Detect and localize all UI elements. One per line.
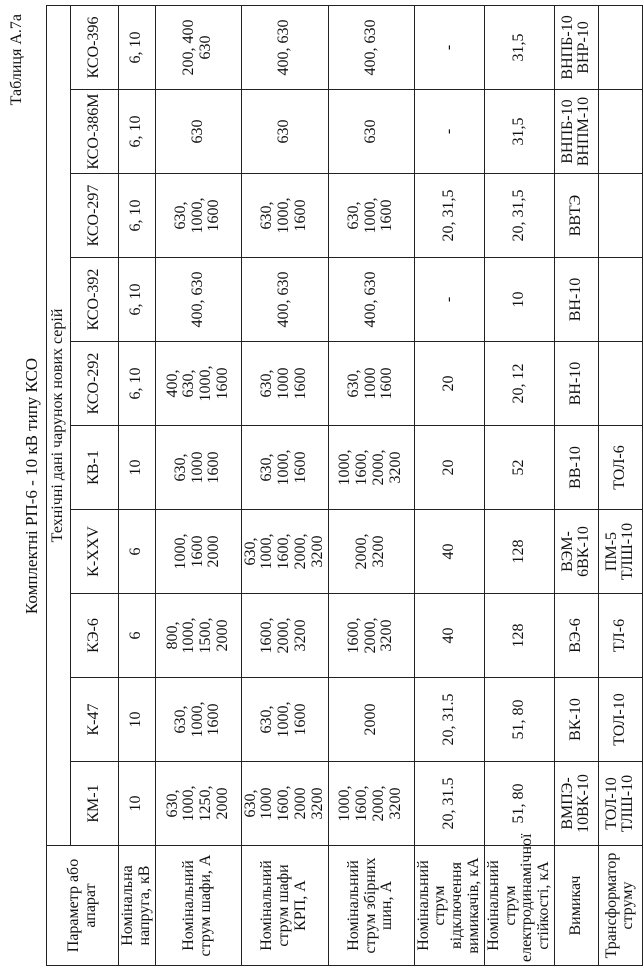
table-row xyxy=(241,5,328,965)
table-cell: 630, 1000 1600 xyxy=(241,342,328,426)
table-cell: 200, 400 630 xyxy=(155,5,241,89)
table-cell: 20 xyxy=(414,426,484,510)
table-cell: 630 xyxy=(155,90,241,174)
header-param: Параметр або апарат xyxy=(47,846,119,966)
table-cell: 51, 80 xyxy=(484,762,554,846)
row-param: Номінальний струм шафи, А xyxy=(155,846,241,966)
table-cell: 51, 80 xyxy=(484,678,554,762)
table-cell: 1000, 1600, 2000, 3200 xyxy=(328,762,414,846)
header-series: КВ-1 xyxy=(71,426,119,510)
table-cell: 400, 630, 1000, 1600 xyxy=(155,342,241,426)
table-cell: 630, 1000, 1600 xyxy=(155,174,241,258)
table-cell xyxy=(598,5,642,89)
table-cell: ПМ-5 ТЛШ-10 xyxy=(598,510,642,594)
table-cell: 40 xyxy=(414,594,484,678)
table-cell: 2000, 3200 xyxy=(328,510,414,594)
table-cell: 6, 10 xyxy=(119,5,156,89)
table-cell: 400, 630 xyxy=(241,258,328,342)
table-cell: 630, 1000, 1600 xyxy=(241,174,328,258)
table-cell: 400, 630 xyxy=(155,258,241,342)
table-cell: ВН-10 xyxy=(554,258,598,342)
header-series: КСО-297 xyxy=(71,174,119,258)
table-cell: 20, 31,5 xyxy=(414,174,484,258)
table-cell: 630, 1000, 1250, 2000 xyxy=(155,762,241,846)
table-cell: ВМПЭ- 10ВК-10 xyxy=(554,762,598,846)
table-cell: 10 xyxy=(484,258,554,342)
table-cell: 630, 1000, 1600, 2000, 3200 xyxy=(241,510,328,594)
table-cell: ТОЛ-10 xyxy=(598,678,642,762)
row-param: Номінальна напруга, кВ xyxy=(119,846,156,966)
table-cell: 400, 630 xyxy=(328,5,414,89)
table-cell: 630, 1000, 1600 xyxy=(155,678,241,762)
header-series: КСО-396 xyxy=(71,5,119,89)
table-cell: 20 xyxy=(414,342,484,426)
table-cell: 1000, 1600, 2000, 3200 xyxy=(328,426,414,510)
header-series: К-XXV xyxy=(71,510,119,594)
row-param: Вимикач xyxy=(554,846,598,966)
table-cell: 630, 1000 1600 xyxy=(155,426,241,510)
table-cell: ВК-10 xyxy=(554,678,598,762)
specs-table xyxy=(46,5,643,966)
table-cell: ВВ-10 xyxy=(554,426,598,510)
header-group: Технічні дані чарунок нових серій xyxy=(47,5,71,845)
table-cell: ВЭ-6 xyxy=(554,594,598,678)
table-row xyxy=(414,5,484,965)
table-cell: 52 xyxy=(484,426,554,510)
table-cell: 20, 31.5 xyxy=(414,762,484,846)
table-cell xyxy=(598,258,642,342)
table-title: Комплектні РП-6 - 10 кВ типу КСО xyxy=(22,357,41,615)
header-series: КМ-1 xyxy=(71,762,119,846)
table-cell: ВВТЭ xyxy=(554,174,598,258)
table-row xyxy=(484,5,554,965)
table-cell: 20, 31,5 xyxy=(484,174,554,258)
table-cell: 630, 1000 1600, 2000 3200 xyxy=(241,762,328,846)
table-row xyxy=(155,5,241,965)
table-cell: 6 xyxy=(119,594,156,678)
table-cell: 400, 630 xyxy=(328,258,414,342)
table-cell: ТЛ-6 xyxy=(598,594,642,678)
table-cell: - xyxy=(414,258,484,342)
table-cell: - xyxy=(414,5,484,89)
table-cell: ВН-10 xyxy=(554,342,598,426)
table-cell: 1600, 2000, 3200 xyxy=(328,594,414,678)
header-series: КЭ-6 xyxy=(71,594,119,678)
row-param: Номінальний струм відключення вимикачів, кА xyxy=(414,846,484,966)
table-cell: ТОЛ-10 ТЛШ-10 xyxy=(598,762,642,846)
row-param: Номінальний струм збірних шин, А xyxy=(328,846,414,966)
table-label: Таблиця А.7а xyxy=(8,14,25,106)
table-cell: 128 xyxy=(484,510,554,594)
row-param: Номінальний струм електродинамічної стійкості, кА xyxy=(484,846,554,966)
table-cell: 6, 10 xyxy=(119,258,156,342)
table-cell: 400, 630 xyxy=(241,5,328,89)
header-series: КСО-292 xyxy=(71,342,119,426)
table-row xyxy=(119,5,156,965)
table-cell: 128 xyxy=(484,594,554,678)
row-param: Трансформатор струму xyxy=(598,846,642,966)
table-cell: ТОЛ-6 xyxy=(598,426,642,510)
table-cell: ВНПБ-10 ВНР-10 xyxy=(554,5,598,89)
table-cell: 630, 1000, 1600 xyxy=(241,426,328,510)
table-cell: 800, 1000, 1500, 2000 xyxy=(155,594,241,678)
table-cell: 630, 1000, 1600 xyxy=(241,678,328,762)
table-cell: ВНПБ-10 ВНПМ-10 xyxy=(554,90,598,174)
table-cell xyxy=(598,90,642,174)
header-series: КСО-386М xyxy=(71,90,119,174)
table-cell: ВЭМ- 6ВК-10 xyxy=(554,510,598,594)
table-cell: 10 xyxy=(119,678,156,762)
table-cell: 20, 31.5 xyxy=(414,678,484,762)
table-cell: 630, 1000 1600 xyxy=(328,342,414,426)
table-cell xyxy=(598,174,642,258)
header-series: К-47 xyxy=(71,678,119,762)
table-cell: 630, 1000, 1600 xyxy=(328,174,414,258)
table-cell: 6 xyxy=(119,510,156,594)
table-cell: 31,5 xyxy=(484,90,554,174)
table-cell: 6, 10 xyxy=(119,174,156,258)
table-row xyxy=(328,5,414,965)
table-cell: 2000 xyxy=(328,678,414,762)
table-cell: 10 xyxy=(119,762,156,846)
table-cell: 20, 12 xyxy=(484,342,554,426)
table-cell: 6, 10 xyxy=(119,90,156,174)
table-row xyxy=(554,5,598,965)
row-param: Номінальний струм шафи КРП, А xyxy=(241,846,328,966)
table-cell: 630 xyxy=(328,90,414,174)
table-cell xyxy=(598,342,642,426)
table-cell: 40 xyxy=(414,510,484,594)
table-cell: 31,5 xyxy=(484,5,554,89)
table-cell: 10 xyxy=(119,426,156,510)
table-cell: 1000, 1600 2000 xyxy=(155,510,241,594)
table-row xyxy=(598,5,642,965)
table-cell: 1600, 2000, 3200 xyxy=(241,594,328,678)
table-cell: 630 xyxy=(241,90,328,174)
table-cell: 6, 10 xyxy=(119,342,156,426)
table-cell: - xyxy=(414,90,484,174)
header-series: КСО-392 xyxy=(71,258,119,342)
